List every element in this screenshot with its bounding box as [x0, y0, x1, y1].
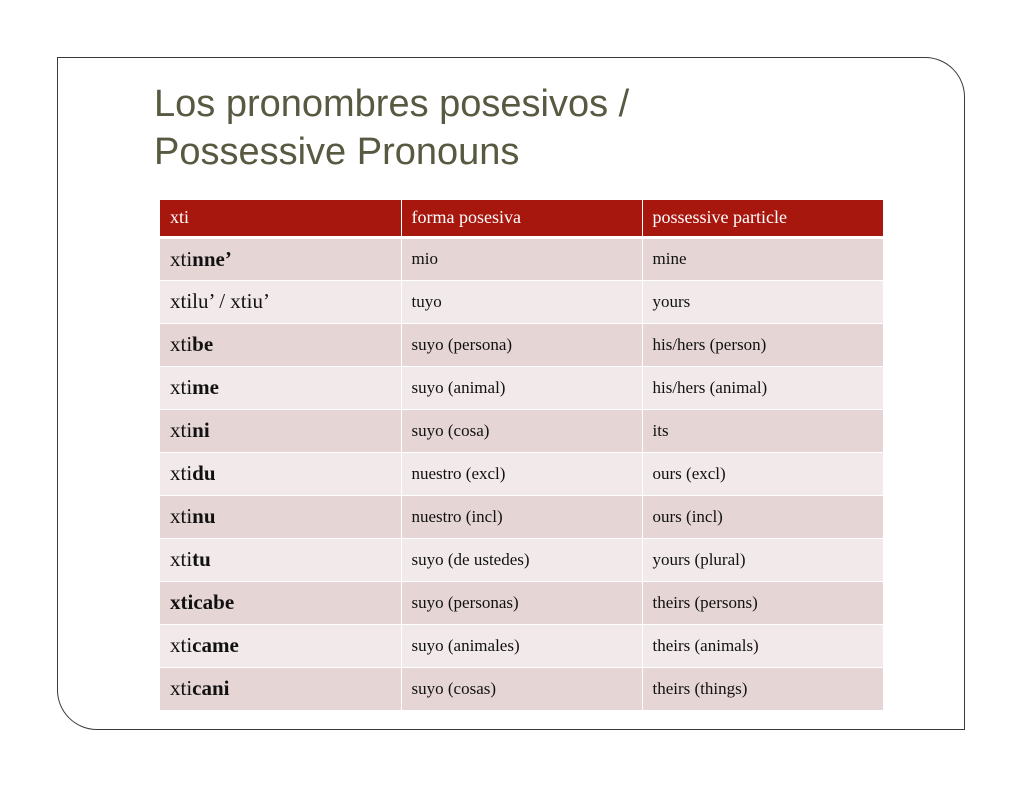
pronoun-stem: cani [192, 676, 230, 700]
forma-cell: mio [401, 237, 642, 280]
forma-cell: suyo (personas) [401, 581, 642, 624]
pronoun-prefix: xti [170, 461, 193, 485]
pronoun-cell [160, 409, 401, 452]
particle-cell: mine [642, 237, 883, 280]
forma-cell: suyo (cosas) [401, 667, 642, 710]
forma-cell: suyo (animal) [401, 366, 642, 409]
table-row [160, 581, 883, 624]
table-header-row [160, 200, 883, 237]
table-row [160, 366, 883, 409]
pronoun-cell [160, 323, 401, 366]
pronoun-stem: nu [192, 504, 216, 528]
possessive-pronouns-table [160, 200, 883, 711]
pronoun-prefix: xti [170, 332, 193, 356]
pronoun-stem: ni [192, 418, 210, 442]
pronoun-cell [160, 366, 401, 409]
pronoun-cell [160, 624, 401, 667]
particle-cell: ours (incl) [642, 495, 883, 538]
particle-cell: theirs (animals) [642, 624, 883, 667]
table-row [160, 409, 883, 452]
header-forma-posesiva: forma posesiva [401, 200, 642, 237]
pronoun-cell [160, 280, 401, 323]
forma-cell: nuestro (excl) [401, 452, 642, 495]
pronoun-text: xticabe [170, 590, 235, 614]
table-row [160, 624, 883, 667]
table-row [160, 667, 883, 710]
pronoun-prefix: xti [170, 246, 193, 271]
header-possessive-particle: possessive particle [642, 200, 883, 237]
particle-cell: theirs (things) [642, 667, 883, 710]
pronoun-stem: came [192, 633, 239, 657]
pronoun-stem: be [192, 332, 214, 356]
table-row [160, 538, 883, 581]
pronoun-prefix: xti [170, 676, 193, 700]
forma-cell: suyo (cosa) [401, 409, 642, 452]
table-row [160, 237, 883, 280]
particle-cell: his/hers (person) [642, 323, 883, 366]
title-line-1: Los pronombres posesivos / [154, 83, 630, 125]
particle-cell: theirs (persons) [642, 581, 883, 624]
header-xti: xti [160, 200, 401, 237]
pronoun-cell [160, 495, 401, 538]
pronoun-cell [160, 452, 401, 495]
pronoun-prefix: xti [170, 418, 193, 442]
pronoun-prefix: xti [170, 375, 193, 399]
pronoun-prefix: xti [170, 547, 193, 571]
pronoun-stem: me [192, 375, 219, 399]
forma-cell: nuestro (incl) [401, 495, 642, 538]
particle-cell: his/hers (animal) [642, 366, 883, 409]
slide-title [154, 80, 854, 176]
pronoun-cell [160, 667, 401, 710]
forma-cell: tuyo [401, 280, 642, 323]
pronoun-prefix: xti [170, 504, 193, 528]
table-row [160, 452, 883, 495]
pronoun-cell [160, 581, 401, 624]
particle-cell: yours (plural) [642, 538, 883, 581]
pronoun-stem: tu [192, 547, 211, 571]
table-row [160, 280, 883, 323]
particle-cell: ours (excl) [642, 452, 883, 495]
pronoun-stem: nne’ [192, 246, 232, 271]
forma-cell: suyo (de ustedes) [401, 538, 642, 581]
forma-cell: suyo (animales) [401, 624, 642, 667]
pronoun-cell [160, 237, 401, 280]
table-row [160, 495, 883, 538]
pronoun-prefix: xti [170, 633, 193, 657]
forma-cell: suyo (persona) [401, 323, 642, 366]
pronoun-cell [160, 538, 401, 581]
pronoun-stem: du [192, 461, 216, 485]
particle-cell: its [642, 409, 883, 452]
table-row [160, 323, 883, 366]
particle-cell: yours [642, 280, 883, 323]
pronoun-text: xtilu’ / xtiu’ [170, 289, 270, 313]
title-line-2: Possessive Pronouns [154, 131, 520, 173]
